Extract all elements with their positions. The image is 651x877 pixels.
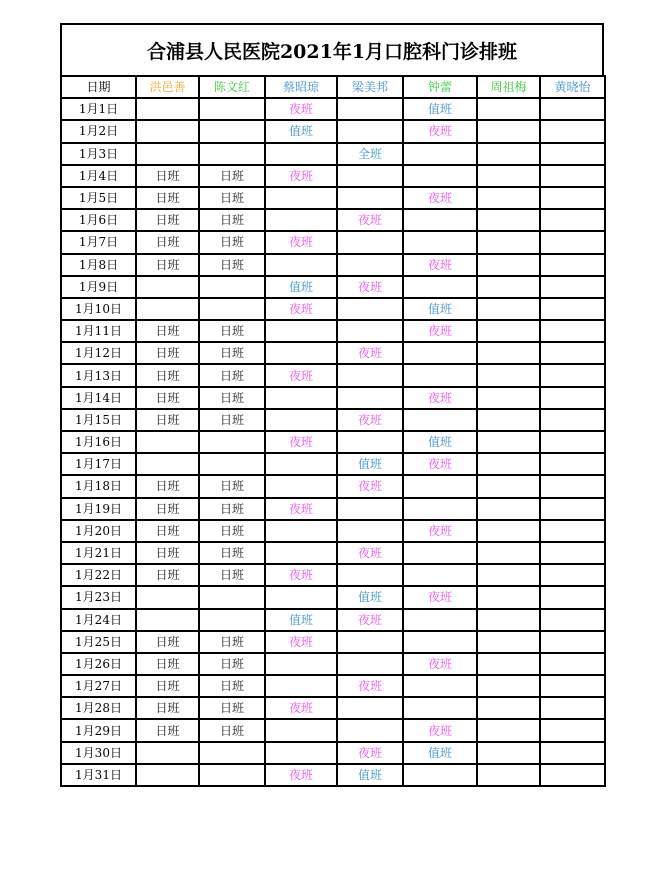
date-cell: 1月23日: [61, 586, 136, 608]
date-cell: 1月19日: [61, 498, 136, 520]
shift-cell: 值班: [403, 98, 477, 120]
shift-cell: 夜班: [403, 120, 477, 142]
shift-cell: [540, 165, 605, 187]
shift-cell: 夜班: [337, 409, 403, 431]
shift-cell: [540, 364, 605, 386]
shift-cell: 日班: [136, 675, 199, 697]
table-row: [61, 586, 605, 608]
date-cell: 1月2日: [61, 120, 136, 142]
table-row: [61, 764, 605, 786]
shift-cell: 值班: [403, 298, 477, 320]
shift-cell: 夜班: [337, 475, 403, 497]
shift-cell: 日班: [136, 409, 199, 431]
shift-cell: [477, 697, 540, 719]
shift-cell: 夜班: [337, 675, 403, 697]
table-row: [61, 564, 605, 586]
shift-cell: 夜班: [337, 609, 403, 631]
table-row: [61, 675, 605, 697]
shift-cell: [403, 675, 477, 697]
shift-cell: [477, 387, 540, 409]
shift-cell: [477, 475, 540, 497]
shift-cell: 日班: [199, 364, 265, 386]
shift-cell: 日班: [199, 254, 265, 276]
shift-cell: 夜班: [403, 653, 477, 675]
shift-cell: [540, 209, 605, 231]
date-cell: 1月28日: [61, 697, 136, 719]
shift-cell: [136, 453, 199, 475]
page-title: 合浦县人民医院2021年1月口腔科门诊排班: [60, 23, 604, 75]
shift-cell: [540, 542, 605, 564]
shift-cell: [540, 254, 605, 276]
shift-cell: [265, 453, 337, 475]
shift-cell: [337, 631, 403, 653]
shift-cell: 日班: [199, 719, 265, 741]
shift-cell: 全班: [337, 143, 403, 165]
date-cell: 1月1日: [61, 98, 136, 120]
shift-cell: [136, 98, 199, 120]
shift-cell: [540, 120, 605, 142]
date-cell: 1月12日: [61, 342, 136, 364]
shift-cell: [540, 675, 605, 697]
shift-cell: 夜班: [265, 98, 337, 120]
shift-cell: [337, 653, 403, 675]
table-row: [61, 542, 605, 564]
schedule-table: [60, 75, 606, 787]
table-row: [61, 609, 605, 631]
shift-cell: [540, 564, 605, 586]
shift-cell: 日班: [136, 631, 199, 653]
shift-cell: [540, 143, 605, 165]
date-cell: 1月16日: [61, 431, 136, 453]
table-row: [61, 187, 605, 209]
shift-cell: 日班: [199, 475, 265, 497]
shift-cell: [403, 631, 477, 653]
date-cell: 1月7日: [61, 231, 136, 253]
shift-cell: 值班: [337, 453, 403, 475]
shift-cell: [477, 653, 540, 675]
shift-cell: 夜班: [403, 453, 477, 475]
shift-cell: 日班: [136, 342, 199, 364]
date-cell: 1月22日: [61, 564, 136, 586]
shift-cell: 日班: [199, 409, 265, 431]
shift-cell: [199, 609, 265, 631]
shift-cell: [540, 609, 605, 631]
table-row: [61, 276, 605, 298]
table-row: [61, 520, 605, 542]
shift-cell: [403, 143, 477, 165]
table-row: [61, 364, 605, 386]
shift-cell: 夜班: [403, 320, 477, 342]
shift-cell: [477, 98, 540, 120]
shift-cell: [477, 675, 540, 697]
shift-cell: [540, 409, 605, 431]
shift-cell: 值班: [265, 120, 337, 142]
shift-cell: [265, 586, 337, 608]
shift-cell: [477, 764, 540, 786]
table-row: [61, 98, 605, 120]
shift-cell: [403, 231, 477, 253]
shift-cell: [540, 719, 605, 741]
shift-cell: [403, 475, 477, 497]
date-cell: 1月6日: [61, 209, 136, 231]
shift-cell: [477, 298, 540, 320]
shift-cell: [265, 387, 337, 409]
table-row: [61, 631, 605, 653]
shift-cell: [265, 187, 337, 209]
shift-cell: [337, 120, 403, 142]
shift-cell: 夜班: [265, 697, 337, 719]
shift-cell: [337, 387, 403, 409]
shift-cell: [540, 742, 605, 764]
shift-cell: 日班: [136, 564, 199, 586]
table-body: [61, 98, 605, 786]
shift-cell: 日班: [199, 209, 265, 231]
date-cell: 1月10日: [61, 298, 136, 320]
date-cell: 1月24日: [61, 609, 136, 631]
shift-cell: 日班: [136, 364, 199, 386]
shift-cell: [265, 653, 337, 675]
shift-cell: [136, 276, 199, 298]
date-cell: 1月14日: [61, 387, 136, 409]
shift-cell: [540, 298, 605, 320]
shift-cell: [477, 120, 540, 142]
table-row: [61, 209, 605, 231]
shift-cell: 夜班: [403, 387, 477, 409]
shift-cell: 日班: [199, 697, 265, 719]
table-row: [61, 120, 605, 142]
date-cell: 1月25日: [61, 631, 136, 653]
shift-cell: [477, 231, 540, 253]
shift-cell: 夜班: [265, 564, 337, 586]
shift-cell: [403, 364, 477, 386]
header-staff-name: 梁美邦: [337, 76, 403, 98]
shift-cell: [337, 431, 403, 453]
shift-cell: [540, 431, 605, 453]
shift-cell: [403, 165, 477, 187]
table-row: [61, 320, 605, 342]
shift-cell: [199, 742, 265, 764]
shift-cell: [403, 542, 477, 564]
shift-cell: [403, 342, 477, 364]
shift-cell: 夜班: [337, 542, 403, 564]
shift-cell: [265, 475, 337, 497]
shift-cell: 夜班: [403, 187, 477, 209]
table-row: [61, 298, 605, 320]
shift-cell: 日班: [199, 631, 265, 653]
shift-cell: [136, 120, 199, 142]
table-row: [61, 387, 605, 409]
shift-cell: [337, 364, 403, 386]
shift-cell: [540, 475, 605, 497]
shift-cell: [265, 675, 337, 697]
date-cell: 1月15日: [61, 409, 136, 431]
shift-cell: [540, 98, 605, 120]
shift-cell: 日班: [136, 320, 199, 342]
shift-cell: [403, 209, 477, 231]
shift-cell: [540, 697, 605, 719]
shift-cell: 日班: [136, 165, 199, 187]
header-staff-name: 洪邑善: [136, 76, 199, 98]
shift-cell: 日班: [199, 564, 265, 586]
shift-cell: [540, 342, 605, 364]
shift-cell: [265, 254, 337, 276]
shift-cell: [403, 697, 477, 719]
shift-cell: 夜班: [403, 520, 477, 542]
header-staff-name: 蔡昭琼: [265, 76, 337, 98]
shift-cell: 日班: [136, 187, 199, 209]
shift-cell: [199, 143, 265, 165]
shift-cell: 夜班: [337, 276, 403, 298]
shift-cell: [540, 320, 605, 342]
shift-cell: 日班: [136, 520, 199, 542]
shift-cell: [337, 520, 403, 542]
shift-cell: [265, 209, 337, 231]
shift-cell: [477, 165, 540, 187]
shift-cell: [403, 764, 477, 786]
table-row: [61, 653, 605, 675]
shift-cell: 夜班: [265, 498, 337, 520]
table-row: [61, 409, 605, 431]
shift-cell: 夜班: [265, 298, 337, 320]
shift-cell: [477, 143, 540, 165]
shift-cell: 日班: [199, 675, 265, 697]
shift-cell: [477, 742, 540, 764]
header-staff-name: 黄晓怡: [540, 76, 605, 98]
shift-cell: [199, 431, 265, 453]
table-row: [61, 143, 605, 165]
shift-cell: [477, 364, 540, 386]
table-row: [61, 719, 605, 741]
table-row: [61, 231, 605, 253]
shift-cell: [199, 276, 265, 298]
shift-cell: [477, 564, 540, 586]
date-cell: 1月5日: [61, 187, 136, 209]
shift-cell: [199, 98, 265, 120]
shift-cell: 日班: [136, 498, 199, 520]
shift-cell: 值班: [265, 609, 337, 631]
shift-cell: [477, 276, 540, 298]
table-row: [61, 475, 605, 497]
shift-cell: 日班: [136, 231, 199, 253]
date-cell: 1月8日: [61, 254, 136, 276]
shift-cell: [540, 520, 605, 542]
date-cell: 1月29日: [61, 719, 136, 741]
shift-cell: 日班: [199, 187, 265, 209]
shift-cell: [265, 320, 337, 342]
header-row: [61, 76, 605, 98]
date-cell: 1月30日: [61, 742, 136, 764]
shift-cell: 夜班: [337, 209, 403, 231]
date-cell: 1月17日: [61, 453, 136, 475]
shift-cell: [337, 498, 403, 520]
shift-cell: [265, 143, 337, 165]
shift-cell: 日班: [136, 475, 199, 497]
date-cell: 1月3日: [61, 143, 136, 165]
shift-cell: 夜班: [337, 742, 403, 764]
shift-cell: [477, 609, 540, 631]
shift-cell: [136, 742, 199, 764]
shift-cell: [265, 409, 337, 431]
header-staff-name: 陈文红: [199, 76, 265, 98]
shift-cell: 日班: [136, 254, 199, 276]
table-row: [61, 453, 605, 475]
shift-cell: 日班: [199, 387, 265, 409]
shift-cell: [477, 187, 540, 209]
shift-cell: 夜班: [265, 431, 337, 453]
shift-cell: [136, 609, 199, 631]
shift-cell: [199, 453, 265, 475]
shift-cell: [265, 719, 337, 741]
shift-cell: [477, 254, 540, 276]
shift-cell: 夜班: [265, 364, 337, 386]
date-cell: 1月18日: [61, 475, 136, 497]
shift-cell: [477, 719, 540, 741]
table-row: [61, 165, 605, 187]
header-staff-name: 钟蕾: [403, 76, 477, 98]
shift-cell: [477, 498, 540, 520]
shift-cell: [477, 409, 540, 431]
date-cell: 1月31日: [61, 764, 136, 786]
shift-cell: 日班: [199, 165, 265, 187]
shift-cell: 夜班: [265, 231, 337, 253]
shift-cell: [337, 320, 403, 342]
shift-cell: [403, 276, 477, 298]
shift-cell: [337, 231, 403, 253]
table-row: [61, 697, 605, 719]
shift-cell: 值班: [337, 586, 403, 608]
shift-cell: 夜班: [265, 631, 337, 653]
date-cell: 1月21日: [61, 542, 136, 564]
shift-cell: [540, 387, 605, 409]
shift-cell: [540, 187, 605, 209]
table-row: [61, 498, 605, 520]
date-cell: 1月26日: [61, 653, 136, 675]
shift-cell: 日班: [199, 342, 265, 364]
shift-cell: 值班: [403, 431, 477, 453]
shift-cell: 日班: [199, 542, 265, 564]
shift-cell: 夜班: [403, 586, 477, 608]
date-cell: 1月27日: [61, 675, 136, 697]
shift-cell: [337, 165, 403, 187]
shift-cell: 日班: [136, 653, 199, 675]
date-cell: 1月4日: [61, 165, 136, 187]
shift-cell: 日班: [199, 520, 265, 542]
shift-cell: [199, 120, 265, 142]
shift-cell: [477, 586, 540, 608]
header-date: 日期: [61, 76, 136, 98]
table-row: [61, 342, 605, 364]
shift-cell: [540, 653, 605, 675]
date-cell: 1月13日: [61, 364, 136, 386]
shift-cell: 夜班: [403, 254, 477, 276]
table-row: [61, 254, 605, 276]
shift-cell: [136, 431, 199, 453]
shift-cell: [477, 542, 540, 564]
shift-cell: 值班: [265, 276, 337, 298]
shift-cell: 日班: [199, 320, 265, 342]
shift-cell: [477, 631, 540, 653]
shift-cell: 值班: [403, 742, 477, 764]
shift-cell: 夜班: [265, 764, 337, 786]
shift-cell: [540, 498, 605, 520]
date-cell: 1月9日: [61, 276, 136, 298]
shift-cell: [540, 764, 605, 786]
table-row: [61, 742, 605, 764]
shift-cell: [477, 453, 540, 475]
shift-cell: [136, 764, 199, 786]
shift-cell: [337, 187, 403, 209]
shift-cell: [337, 719, 403, 741]
shift-cell: [403, 609, 477, 631]
shift-cell: [337, 697, 403, 719]
shift-cell: 夜班: [265, 165, 337, 187]
shift-cell: [540, 631, 605, 653]
shift-cell: 值班: [337, 764, 403, 786]
date-cell: 1月11日: [61, 320, 136, 342]
shift-cell: 日班: [136, 387, 199, 409]
shift-cell: [265, 542, 337, 564]
shift-cell: 日班: [199, 498, 265, 520]
shift-cell: 日班: [136, 209, 199, 231]
shift-cell: [477, 520, 540, 542]
shift-cell: [199, 298, 265, 320]
shift-cell: [337, 254, 403, 276]
shift-cell: [136, 143, 199, 165]
shift-cell: 日班: [136, 697, 199, 719]
shift-cell: [540, 276, 605, 298]
shift-cell: [337, 98, 403, 120]
date-cell: 1月20日: [61, 520, 136, 542]
shift-cell: [540, 453, 605, 475]
shift-cell: [477, 209, 540, 231]
header-staff-name: 周祖梅: [477, 76, 540, 98]
shift-cell: [136, 298, 199, 320]
shift-cell: [540, 231, 605, 253]
shift-cell: [265, 520, 337, 542]
shift-cell: [403, 498, 477, 520]
schedule-sheet: [60, 23, 604, 787]
shift-cell: [477, 431, 540, 453]
shift-cell: [403, 564, 477, 586]
shift-cell: [199, 586, 265, 608]
shift-cell: [265, 742, 337, 764]
shift-cell: 日班: [136, 719, 199, 741]
shift-cell: [199, 764, 265, 786]
shift-cell: 日班: [136, 542, 199, 564]
shift-cell: 日班: [199, 231, 265, 253]
shift-cell: [477, 320, 540, 342]
table-row: [61, 431, 605, 453]
shift-cell: [337, 564, 403, 586]
shift-cell: 夜班: [403, 719, 477, 741]
shift-cell: [136, 586, 199, 608]
shift-cell: 夜班: [337, 342, 403, 364]
shift-cell: [540, 586, 605, 608]
shift-cell: [265, 342, 337, 364]
shift-cell: [477, 342, 540, 364]
shift-cell: 日班: [199, 653, 265, 675]
shift-cell: [337, 298, 403, 320]
shift-cell: [403, 409, 477, 431]
